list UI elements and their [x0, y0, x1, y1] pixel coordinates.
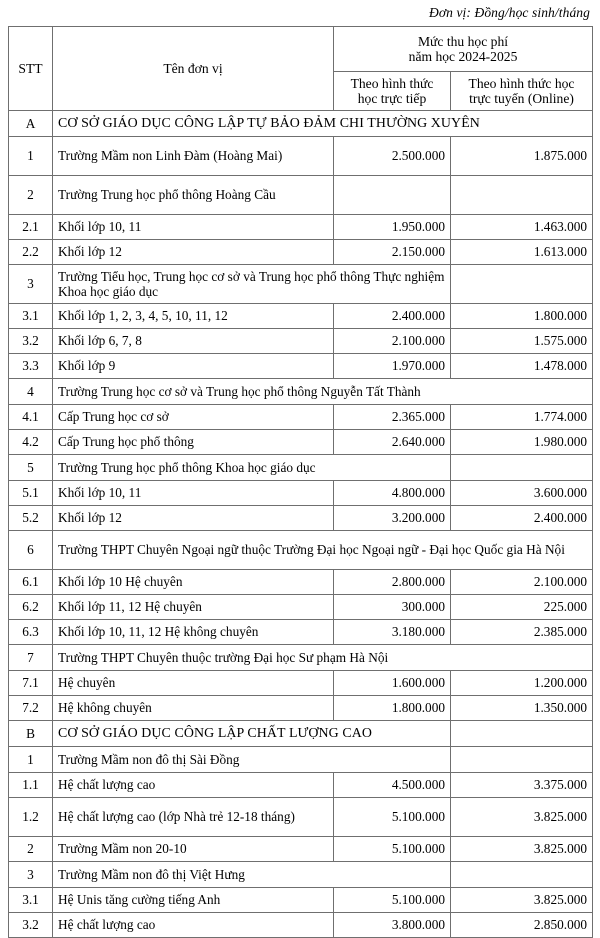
- row-index-cell: 7.1: [9, 671, 53, 696]
- table-row: [9, 671, 593, 696]
- row-index-cell: 4.1: [9, 405, 53, 430]
- direct-fee-cell: 3.200.000: [334, 506, 451, 531]
- fee-group-line-1: Mức thu học phí: [417, 33, 509, 49]
- table-row: [9, 379, 593, 405]
- unit-name-cell: Khối lớp 12: [53, 506, 334, 531]
- table-row: [9, 354, 593, 379]
- table-row: [9, 595, 593, 620]
- online-fee-cell: 1.980.000: [451, 430, 593, 455]
- unit-name-cell: Trường Trung học phổ thông Khoa học giáo dục: [53, 455, 451, 481]
- table-row: [9, 837, 593, 862]
- table-row: [9, 176, 593, 215]
- online-fee-cell: 1.875.000: [451, 137, 593, 176]
- unit-name-cell: Trường Mầm non 20-10: [53, 837, 334, 862]
- row-index-cell: 2: [9, 176, 53, 215]
- row-index-cell: 3: [9, 862, 53, 888]
- row-index-cell: 2: [9, 837, 53, 862]
- table-row: [9, 645, 593, 671]
- unit-name-cell: Hệ chất lượng cao: [53, 773, 334, 798]
- direct-fee-cell: 5.100.000: [334, 888, 451, 913]
- row-index-cell: 4: [9, 379, 53, 405]
- row-index-cell: 1: [9, 747, 53, 773]
- row-index-cell: 6: [9, 531, 53, 570]
- row-index-cell: 3: [9, 265, 53, 304]
- table-row: [9, 913, 593, 938]
- row-index-cell: 4.2: [9, 430, 53, 455]
- online-fee-cell: 2.400.000: [451, 506, 593, 531]
- direct-fee-cell: 4.800.000: [334, 481, 451, 506]
- column-header-direct: [334, 72, 451, 111]
- online-fee-cell: 2.385.000: [451, 620, 593, 645]
- unit-name-cell: Khối lớp 1, 2, 3, 4, 5, 10, 11, 12: [53, 304, 334, 329]
- table-row: [9, 240, 593, 265]
- online-fee-cell: 3.825.000: [451, 798, 593, 837]
- row-index-cell: 6.3: [9, 620, 53, 645]
- row-index-cell: 7: [9, 645, 53, 671]
- online-fee-cell: 3.825.000: [451, 888, 593, 913]
- unit-name-cell: Hệ Unis tăng cường tiếng Anh: [53, 888, 334, 913]
- column-header-name: Tên đơn vị: [53, 27, 334, 111]
- direct-fee-cell: 2.400.000: [334, 304, 451, 329]
- row-index-cell: 5.2: [9, 506, 53, 531]
- unit-name-cell: Khối lớp 11, 12 Hệ chuyên: [53, 595, 334, 620]
- unit-name-cell: Khối lớp 12: [53, 240, 334, 265]
- direct-line-1: Theo hình thức: [350, 75, 434, 91]
- row-index-cell: 6.2: [9, 595, 53, 620]
- unit-name-cell: Khối lớp 9: [53, 354, 334, 379]
- online-fee-cell: [451, 721, 593, 747]
- direct-fee-cell: 5.100.000: [334, 798, 451, 837]
- tuition-fee-table: [8, 26, 593, 938]
- row-index-cell: 2.2: [9, 240, 53, 265]
- row-index-cell: 3.1: [9, 888, 53, 913]
- unit-name-cell: CƠ SỞ GIÁO DỤC CÔNG LẬP CHẤT LƯỢNG CAO: [53, 721, 451, 747]
- unit-name-cell: Hệ chất lượng cao (lớp Nhà trẻ 12-18 tháng): [53, 798, 334, 837]
- online-line-2: trực tuyến (Online): [469, 91, 574, 106]
- online-fee-cell: 1.200.000: [451, 671, 593, 696]
- row-index-cell: 3.3: [9, 354, 53, 379]
- column-header-online: [451, 72, 593, 111]
- direct-fee-cell: 1.600.000: [334, 671, 451, 696]
- unit-name-cell: Trường Trung học cơ sở và Trung học phổ thông Nguyễn Tất Thành: [53, 379, 593, 405]
- direct-fee-cell: 3.180.000: [334, 620, 451, 645]
- row-index-cell: 1: [9, 137, 53, 176]
- row-index-cell: 6.1: [9, 570, 53, 595]
- table-row: [9, 773, 593, 798]
- direct-fee-cell: 2.150.000: [334, 240, 451, 265]
- table-row: [9, 137, 593, 176]
- direct-fee-cell: 300.000: [334, 595, 451, 620]
- direct-line-2: học trực tiếp: [357, 91, 427, 106]
- fee-group-line-2: năm học 2024-2025: [408, 49, 518, 64]
- direct-fee-cell: 2.800.000: [334, 570, 451, 595]
- table-row: [9, 430, 593, 455]
- online-fee-cell: 1.800.000: [451, 304, 593, 329]
- table-body: [9, 111, 593, 938]
- online-fee-cell: 3.825.000: [451, 837, 593, 862]
- table-header: [9, 27, 593, 111]
- unit-name-cell: Hệ chất lượng cao: [53, 913, 334, 938]
- unit-name-cell: Trường Mầm non đô thị Sài Đồng: [53, 747, 451, 773]
- table-row: [9, 265, 593, 304]
- direct-fee-cell: 1.950.000: [334, 215, 451, 240]
- online-fee-cell: [451, 862, 593, 888]
- column-header-fee-group: [334, 27, 593, 72]
- header-row-1: [9, 27, 593, 72]
- table-row: [9, 481, 593, 506]
- direct-fee-cell: 4.500.000: [334, 773, 451, 798]
- online-fee-cell: [451, 176, 593, 215]
- online-fee-cell: 1.613.000: [451, 240, 593, 265]
- unit-name-cell: CƠ SỞ GIÁO DỤC CÔNG LẬP TỰ BẢO ĐẢM CHI THƯỜNG XUYÊN: [53, 111, 593, 137]
- online-fee-cell: 3.375.000: [451, 773, 593, 798]
- table-row: [9, 721, 593, 747]
- table-row: [9, 455, 593, 481]
- online-fee-cell: [451, 747, 593, 773]
- row-index-cell: B: [9, 721, 53, 747]
- unit-caption: Đơn vị: Đồng/học sinh/tháng: [428, 5, 590, 20]
- unit-name-cell: Trường THPT Chuyên thuộc trường Đại học Sư phạm Hà Nội: [53, 645, 593, 671]
- direct-fee-cell: 2.500.000: [334, 137, 451, 176]
- unit-name-cell: Trường Trung học phổ thông Hoàng Cầu: [53, 176, 334, 215]
- direct-fee-cell: 1.970.000: [334, 354, 451, 379]
- direct-fee-cell: 2.640.000: [334, 430, 451, 455]
- unit-name-cell: Hệ chuyên: [53, 671, 334, 696]
- unit-name-cell: Khối lớp 6, 7, 8: [53, 329, 334, 354]
- direct-fee-cell: 2.365.000: [334, 405, 451, 430]
- table-row: [9, 215, 593, 240]
- column-header-stt: STT: [9, 27, 53, 111]
- direct-fee-cell: [334, 176, 451, 215]
- unit-name-cell: Cấp Trung học phổ thông: [53, 430, 334, 455]
- direct-fee-cell: 2.100.000: [334, 329, 451, 354]
- online-fee-cell: [451, 455, 593, 481]
- direct-fee-cell: 3.800.000: [334, 913, 451, 938]
- table-row: [9, 304, 593, 329]
- table-row: [9, 620, 593, 645]
- row-index-cell: A: [9, 111, 53, 137]
- row-index-cell: 1.2: [9, 798, 53, 837]
- unit-name-cell: Hệ không chuyên: [53, 696, 334, 721]
- online-fee-cell: 3.600.000: [451, 481, 593, 506]
- direct-fee-cell: 1.800.000: [334, 696, 451, 721]
- unit-name-cell: Trường Mầm non đô thị Việt Hưng: [53, 862, 451, 888]
- row-index-cell: 5.1: [9, 481, 53, 506]
- unit-name-cell: Khối lớp 10 Hệ chuyên: [53, 570, 334, 595]
- online-line-1: Theo hình thức học: [468, 75, 575, 91]
- table-row: [9, 888, 593, 913]
- row-index-cell: 1.1: [9, 773, 53, 798]
- table-row: [9, 747, 593, 773]
- online-fee-cell: 1.350.000: [451, 696, 593, 721]
- online-fee-cell: 1.575.000: [451, 329, 593, 354]
- table-row: [9, 696, 593, 721]
- table-row: [9, 111, 593, 137]
- row-index-cell: 3.2: [9, 913, 53, 938]
- row-index-cell: 3.2: [9, 329, 53, 354]
- table-row: [9, 862, 593, 888]
- unit-name-cell: Trường Mầm non Linh Đàm (Hoàng Mai): [53, 137, 334, 176]
- unit-name-cell: Trường THPT Chuyên Ngoại ngữ thuộc Trường Đại học Ngoại ngữ - Đại học Quốc gia Hà Nội: [53, 531, 593, 570]
- online-fee-cell: 1.774.000: [451, 405, 593, 430]
- online-fee-cell: 2.850.000: [451, 913, 593, 938]
- online-fee-cell: [451, 265, 593, 304]
- online-fee-cell: 225.000: [451, 595, 593, 620]
- table-row: [9, 531, 593, 570]
- table-row: [9, 329, 593, 354]
- online-fee-cell: 2.100.000: [451, 570, 593, 595]
- unit-name-cell: Khối lớp 10, 11: [53, 481, 334, 506]
- table-row: [9, 570, 593, 595]
- online-fee-cell: 1.478.000: [451, 354, 593, 379]
- row-index-cell: 2.1: [9, 215, 53, 240]
- online-fee-cell: 1.463.000: [451, 215, 593, 240]
- unit-name-cell: Khối lớp 10, 11, 12 Hệ không chuyên: [53, 620, 334, 645]
- table-row: [9, 506, 593, 531]
- unit-name-cell: Cấp Trung học cơ sở: [53, 405, 334, 430]
- unit-name-cell: Khối lớp 10, 11: [53, 215, 334, 240]
- unit-name-cell: Trường Tiểu học, Trung học cơ sở và Trung học phổ thông Thực nghiệm Khoa học giáo dục: [53, 265, 451, 304]
- row-index-cell: 7.2: [9, 696, 53, 721]
- row-index-cell: 5: [9, 455, 53, 481]
- table-row: [9, 798, 593, 837]
- row-index-cell: 3.1: [9, 304, 53, 329]
- direct-fee-cell: 5.100.000: [334, 837, 451, 862]
- table-row: [9, 405, 593, 430]
